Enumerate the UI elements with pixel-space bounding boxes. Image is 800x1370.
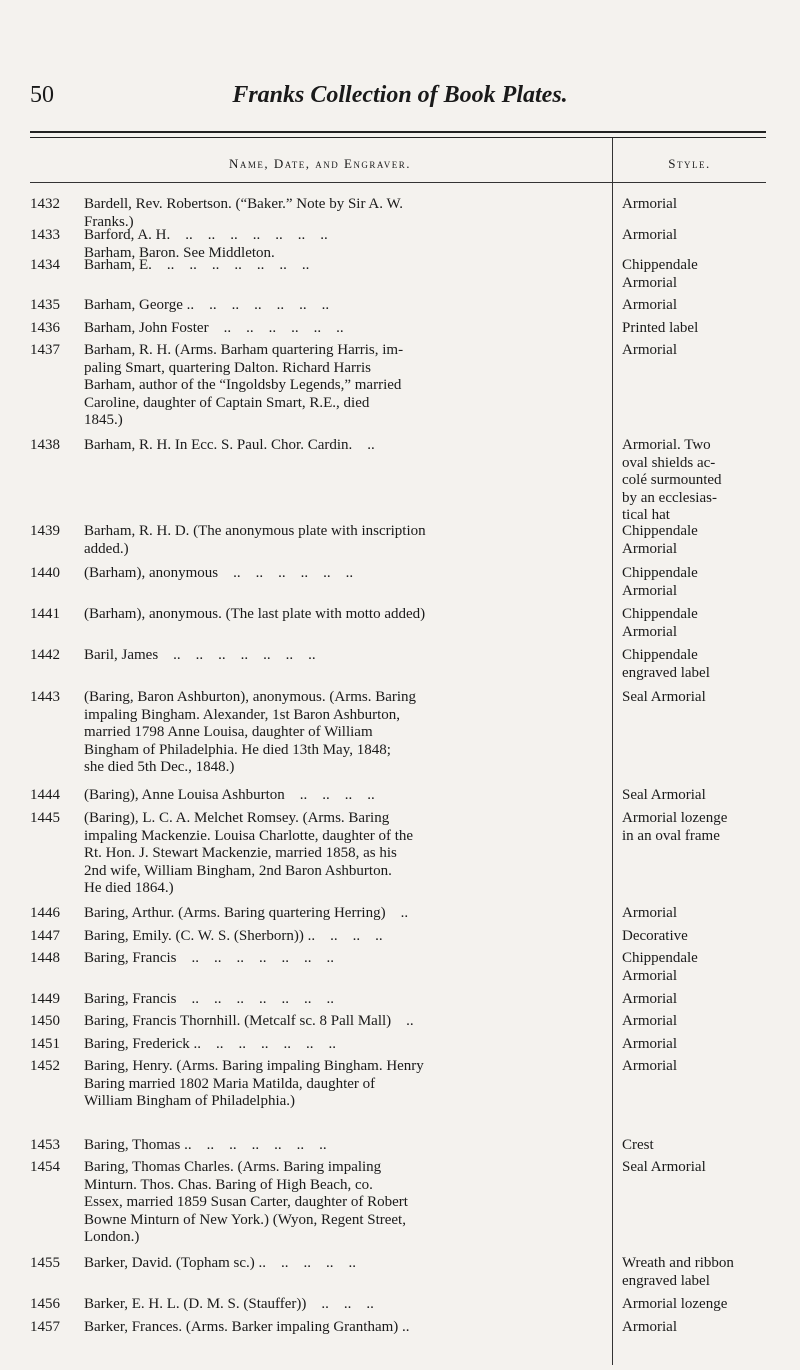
entry-number: 1436	[30, 320, 60, 336]
entry-style-line: Armorial	[622, 196, 677, 212]
entry-style-line: colé surmounted	[622, 472, 722, 488]
entry-style	[622, 991, 787, 1009]
entry-name	[84, 810, 600, 898]
entry-style-line: Armorial	[622, 274, 677, 291]
entry-line: Barham, R. H. (Arms. Barham quartering Harris, im-	[84, 342, 404, 358]
entry-line: Baring, Arthur. (Arms. Baring quartering Herring) ..	[84, 905, 409, 921]
entry-name	[84, 647, 600, 665]
entry-style-line: Armorial	[622, 623, 677, 640]
column-header-style: Style.	[668, 156, 711, 171]
entry-name	[84, 905, 600, 923]
entry-number: 1449	[30, 991, 60, 1007]
entry-number: 1443	[30, 689, 60, 705]
page-number: 50	[30, 82, 54, 108]
entry-number: 1437	[30, 342, 60, 358]
entry-style-line: Crest	[622, 1137, 654, 1153]
entry-style-line: Armorial. Two	[622, 437, 711, 453]
entry-style-line: Chippendale	[622, 647, 698, 663]
entry-line: Barham, Baron. See Middleton.	[84, 244, 275, 261]
entry-number: 1450	[30, 1013, 60, 1029]
entry-name	[84, 950, 600, 968]
entry-number: 1448	[30, 950, 60, 966]
entry-line: Baring, Emily. (C. W. S. (Sherborn)) .. .. .. ..	[84, 928, 383, 944]
entry-number: 1441	[30, 606, 60, 622]
entry-style	[622, 689, 787, 707]
entry-style-line: Armorial	[622, 342, 677, 358]
entry-line: Barham, John Foster .. .. .. .. .. ..	[84, 320, 344, 336]
entry-number: 1454	[30, 1159, 60, 1175]
entry-line: Baring, Thomas Charles. (Arms. Baring impaling	[84, 1159, 382, 1175]
entry-line: Caroline, daughter of Captain Smart, R.E., died	[84, 394, 370, 411]
entry-line: (Baring), L. C. A. Melchet Romsey. (Arms. Baring	[84, 810, 390, 826]
entry-line: Bardell, Rev. Robertson. (“Baker.” Note by Sir A. W.	[84, 196, 403, 212]
entry-line: Bowne Minturn of New York.) (Wyon, Regent Street,	[84, 1211, 406, 1228]
entry-number: 1433	[30, 227, 60, 243]
entry-line: (Baring), Anne Louisa Ashburton .. .. .. ..	[84, 787, 375, 803]
entry-style	[622, 1036, 787, 1054]
entry-line: He died 1864.)	[84, 880, 174, 896]
entry-style	[622, 196, 787, 214]
entry-style	[622, 437, 787, 525]
entry-line: added.)	[84, 540, 129, 557]
entry-number: 1457	[30, 1319, 60, 1335]
entry-line: Barker, David. (Topham sc.) .. .. .. .. ..	[84, 1255, 357, 1271]
entry-name	[84, 991, 600, 1009]
entry-number: 1453	[30, 1137, 60, 1153]
entry-style-line: Chippendale	[622, 950, 698, 966]
entry-style	[622, 1013, 787, 1031]
entry-style-line: Armorial	[622, 1319, 677, 1335]
page-title: Franks Collection of Book Plates.	[232, 82, 568, 108]
entry-name	[84, 565, 600, 583]
entry-name	[84, 297, 600, 315]
entry-style-line: Armorial lozenge	[622, 1296, 728, 1312]
entry-line: Barham, E. .. .. .. .. .. .. ..	[84, 257, 310, 273]
entry-style	[622, 647, 787, 682]
entry-line: 2nd wife, William Bingham, 2nd Baron Ashburton.	[84, 862, 392, 879]
entry-name	[84, 1013, 600, 1031]
entry-number: 1432	[30, 196, 60, 212]
entry-style	[622, 950, 787, 985]
entry-style-line: tical hat	[622, 507, 670, 523]
entry-style	[622, 227, 787, 245]
entry-style-line: Armorial	[622, 991, 677, 1007]
entry-style-line: Decorative	[622, 928, 688, 944]
entry-style-line: Armorial	[622, 540, 677, 557]
entry-style-line: Armorial	[622, 1036, 677, 1052]
entry-style-line: Chippendale	[622, 257, 698, 273]
entry-style-line: Chippendale	[622, 523, 698, 539]
entry-number: 1442	[30, 647, 60, 663]
entry-number: 1438	[30, 437, 60, 453]
entry-name	[84, 1058, 600, 1111]
entry-line: paling Smart, quartering Dalton. Richard Harris	[84, 359, 372, 376]
entry-style-line: Armorial	[622, 297, 677, 313]
entry-name	[84, 196, 600, 231]
header-rule-right	[613, 182, 766, 183]
column-header-name: Name, Date, and Engraver.	[228, 156, 412, 171]
entry-line: Minturn. Thos. Chas. Baring of High Beach, co.	[84, 1176, 373, 1193]
entry-number: 1446	[30, 905, 60, 921]
entry-style-line: Seal Armorial	[622, 689, 706, 705]
entry-style	[622, 1296, 787, 1314]
header-rule-left	[30, 182, 612, 183]
entry-style	[622, 565, 787, 600]
entry-style-line: Wreath and ribbon	[622, 1255, 734, 1271]
entry-style-line: Armorial	[622, 582, 677, 599]
entry-number: 1456	[30, 1296, 60, 1312]
entry-name	[84, 523, 600, 558]
entry-name	[84, 1296, 600, 1314]
entry-number: 1452	[30, 1058, 60, 1074]
entry-number: 1440	[30, 565, 60, 581]
entry-line: Bingham of Philadelphia. He died 13th May, 1848;	[84, 741, 391, 758]
entry-name	[84, 689, 600, 777]
entry-style-line: Printed label	[622, 320, 699, 336]
entry-style-line: Chippendale	[622, 606, 698, 622]
entry-line: Baring, Francis .. .. .. .. .. .. ..	[84, 950, 334, 966]
entry-name	[84, 928, 600, 946]
entry-line: Baring, Henry. (Arms. Baring impaling Bingham. Henry	[84, 1058, 424, 1074]
entry-number: 1447	[30, 928, 60, 944]
entry-line: impaling Mackenzie. Louisa Charlotte, daughter of the	[84, 827, 414, 844]
entry-line: (Barham), anonymous .. .. .. .. .. ..	[84, 565, 354, 581]
entry-line: Baring, Francis Thornhill. (Metcalf sc. 8 Pall Mall) ..	[84, 1013, 414, 1029]
entry-style-line: in an oval frame	[622, 827, 720, 844]
entry-style-line: Armorial	[622, 1013, 677, 1029]
entry-name	[84, 437, 600, 455]
entry-line: married 1798 Anne Louisa, daughter of William	[84, 724, 373, 740]
top-rule-thin	[30, 137, 766, 138]
entry-number: 1445	[30, 810, 60, 826]
entry-line: she died 5th Dec., 1848.)	[84, 759, 235, 775]
entry-line: (Baring, Baron Ashburton), anonymous. (Arms. Baring	[84, 689, 417, 705]
entry-line: Franks.)	[84, 213, 134, 230]
entry-style	[622, 1137, 787, 1155]
entry-number: 1451	[30, 1036, 60, 1052]
entry-style	[622, 1058, 787, 1076]
entry-name	[84, 342, 600, 430]
entry-line: Barker, E. H. L. (D. M. S. (Stauffer)) .. .. ..	[84, 1296, 374, 1312]
entry-style	[622, 342, 787, 360]
entry-name	[84, 1319, 600, 1337]
entry-name	[84, 1255, 600, 1273]
entry-style-line: Seal Armorial	[622, 1159, 706, 1175]
entry-name	[84, 1036, 600, 1054]
entry-name	[84, 257, 600, 275]
entry-style	[622, 523, 787, 558]
entry-line: Essex, married 1859 Susan Carter, daughter of Robert	[84, 1194, 408, 1210]
entry-line: London.)	[84, 1229, 140, 1245]
entry-line: Baring, Frederick .. .. .. .. .. .. ..	[84, 1036, 337, 1052]
entry-style-line: Armorial	[622, 227, 677, 243]
entry-line: Barham, R. H. In Ecc. S. Paul. Chor. Cardin. ..	[84, 437, 375, 453]
entry-name	[84, 1159, 600, 1247]
entry-number: 1435	[30, 297, 60, 313]
entry-style-line: engraved label	[622, 664, 710, 681]
entry-line: Barker, Frances. (Arms. Barker impaling Grantham) ..	[84, 1319, 410, 1335]
entry-name	[84, 787, 600, 805]
entry-style	[622, 787, 787, 805]
entry-style-line: Seal Armorial	[622, 787, 706, 803]
entry-line: (Barham), anonymous. (The last plate with motto added)	[84, 606, 426, 622]
entry-number: 1439	[30, 523, 60, 539]
entry-line: Barham, author of the “Ingoldsby Legends,” married	[84, 377, 402, 393]
entry-line: Baril, James .. .. .. .. .. .. ..	[84, 647, 316, 663]
entry-style-line: engraved label	[622, 1272, 710, 1289]
entry-style	[622, 1255, 787, 1290]
entry-style-line: Armorial	[622, 1058, 677, 1074]
entry-line: William Bingham of Philadelphia.)	[84, 1093, 296, 1109]
entry-name	[84, 1137, 600, 1155]
entry-style	[622, 928, 787, 946]
entry-style-line: Armorial	[622, 967, 677, 984]
entry-line: 1845.)	[84, 412, 123, 428]
entry-style	[622, 257, 787, 292]
entry-number: 1434	[30, 257, 60, 273]
entry-line: Barford, A. H. .. .. .. .. .. .. ..	[84, 227, 328, 243]
entry-name	[84, 606, 600, 624]
column-divider	[612, 138, 613, 1365]
entry-style-line: Armorial	[622, 905, 677, 921]
entry-style	[622, 1319, 787, 1337]
entry-style	[622, 297, 787, 315]
entry-style	[622, 810, 787, 845]
entry-line: Baring, Thomas .. .. .. .. .. .. ..	[84, 1137, 327, 1153]
entry-style	[622, 905, 787, 923]
entry-style	[622, 1159, 787, 1177]
entry-name	[84, 320, 600, 338]
entry-style	[622, 320, 787, 338]
entry-line: Baring married 1802 Maria Matilda, daughter of	[84, 1075, 376, 1092]
entry-line: Barham, R. H. D. (The anonymous plate with inscription	[84, 523, 426, 539]
entry-style	[622, 606, 787, 641]
entry-style-line: Chippendale	[622, 565, 698, 581]
top-rule	[30, 131, 766, 133]
entry-line: Baring, Francis .. .. .. .. .. .. ..	[84, 991, 334, 1007]
entry-style-line: Armorial lozenge	[622, 810, 728, 826]
entry-number: 1455	[30, 1255, 60, 1271]
entry-line: Rt. Hon. J. Stewart Mackenzie, married 1858, as his	[84, 845, 397, 861]
entry-line: Barham, George .. .. .. .. .. .. ..	[84, 297, 330, 313]
entry-style-line: oval shields ac-	[622, 454, 716, 471]
entry-number: 1444	[30, 787, 60, 803]
entry-style-line: by an ecclesias-	[622, 489, 717, 506]
entry-line: impaling Bingham. Alexander, 1st Baron Ashburton,	[84, 706, 401, 723]
